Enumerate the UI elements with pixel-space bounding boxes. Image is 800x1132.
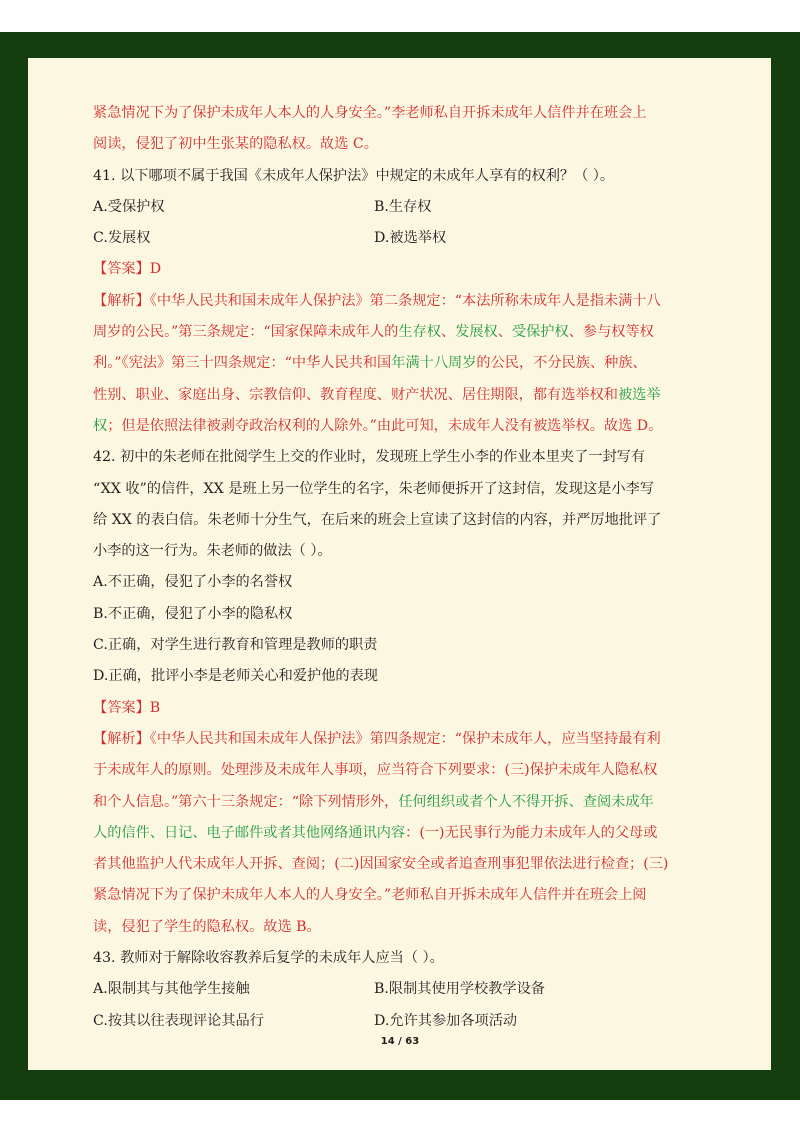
option-c: C.按其以往表现评论其品行 xyxy=(93,1012,264,1029)
question-43-options-row xyxy=(93,974,708,1005)
analysis-line: 于未成年人的原则。处理涉及未成年人事项，应当符合下列要求：(三)保护未成年人隐私权 xyxy=(93,762,658,779)
analysis-text: 和个人信息。”第六十三条规定：“除下列情形外， xyxy=(93,793,399,810)
question-42-stem-line: “XX 收”的信件，XX 是班上另一位学生的名字，朱老师便拆开了这封信，发现这是小李写 xyxy=(93,480,654,497)
question-41-stem: 41. 以下哪项不属于我国《未成年人保护法》中规定的未成年人享有的权利？（ ）。 xyxy=(93,167,615,184)
analysis-text: 、参与权等权 xyxy=(568,324,654,341)
highlight-text: 生存权 xyxy=(398,324,441,341)
analysis-line xyxy=(93,317,708,348)
analysis-text: 的公民，不分民族、种族、 xyxy=(476,355,647,372)
analysis-line xyxy=(93,348,708,379)
option-b: B.生存权 xyxy=(374,198,432,215)
analysis-text: 利。”《宪法》第三十四条规定：“中华人民共和国 xyxy=(93,355,392,372)
option-b: B.限制其使用学校教学设备 xyxy=(374,981,545,998)
analysis-text: 周岁的公民。”第三条规定：“国家保障未成年人的 xyxy=(93,324,399,341)
option-d: D.允许其参加各项活动 xyxy=(374,1012,518,1029)
analysis-text: 、 xyxy=(497,324,512,341)
analysis-line: 【解析】《中华人民共和国未成年人保护法》第二条规定：“本法所称未成年人是指未满十八 xyxy=(93,292,661,309)
question-41-options-row xyxy=(93,223,708,254)
analysis-text: ；但是依照法律被剥夺政治权利的人除外。”由此可知，未成年人没有被选举权。故选 D。 xyxy=(107,417,663,434)
analysis-line xyxy=(93,818,708,849)
option-b: B.不正确，侵犯了小李的隐私权 xyxy=(93,605,293,622)
analysis-line xyxy=(93,787,708,818)
analysis-line: 读，侵犯了学生的隐私权。故选 B。 xyxy=(93,918,321,935)
analysis-line xyxy=(93,380,708,411)
highlight-text: 受保护权 xyxy=(511,324,569,341)
highlight-text: 发展权 xyxy=(455,324,498,341)
highlight-text: 任何组织或者个人不得开拆、查阅未成年 xyxy=(398,793,654,810)
option-c: C.正确，对学生进行教育和管理是教师的职责 xyxy=(93,637,378,654)
highlight-text: 年满十八周岁 xyxy=(391,355,477,372)
option-d: D.正确，批评小李是老师关心和爱护他的表现 xyxy=(93,668,378,685)
highlight-text: 被选举 xyxy=(617,386,661,403)
option-a: A.限制其与其他学生接触 xyxy=(93,981,250,998)
analysis-line: 者其他监护人代未成年人开拆、查阅；(二)因国家安全或者追查刑事犯罪依法进行检查；(三) xyxy=(93,856,669,873)
analysis-text: 性别、职业、家庭出身、宗教信仰、教育程度、财产状况、居住期限，都有选举权和 xyxy=(93,386,618,403)
question-43-options-row xyxy=(93,1006,708,1037)
option-a: A.受保护权 xyxy=(93,198,165,215)
question-41-answer: 【答案】D xyxy=(93,261,162,278)
highlight-text: 权 xyxy=(93,417,108,434)
question-43-stem: 43. 教师对于解除收容教养后复学的未成年人应当（ ）。 xyxy=(93,950,444,967)
question-42-stem-line: 给 XX 的表白信。朱老师十分生气，在后来的班会上宣读了这封信的内容，并严厉地批评了 xyxy=(93,511,662,528)
analysis-line xyxy=(93,411,708,442)
page-number: 14 / 63 xyxy=(380,1036,420,1047)
option-d: D.被选举权 xyxy=(374,230,447,247)
question-42-stem-line: 小李的这一行为。朱老师的做法（ ）。 xyxy=(93,543,332,560)
page-content xyxy=(93,98,708,1037)
question-41-options-row xyxy=(93,192,708,223)
highlight-text: 人的信件、日记、电子邮件或者其他网络通讯内容 xyxy=(93,824,406,841)
question-42-stem-line: 42. 初中的朱老师在批阅学生上交的作业时，发现班上学生小李的作业本里夹了一封写有 xyxy=(93,449,646,466)
analysis-line: 紧急情况下为了保护未成年人本人的人身安全。”老师私自开拆未成年人信件并在班会上阅 xyxy=(93,887,647,904)
analysis-text: ：(一)无民事行为能力未成年人的父母或 xyxy=(405,824,658,841)
question-42-answer: 【答案】B xyxy=(93,699,161,716)
option-a: A.不正确，侵犯了小李的名誉权 xyxy=(93,574,293,591)
prev-explanation-line: 紧急情况下为了保护未成年人本人的人身安全。”李老师私自开拆未成年人信件并在班会上 xyxy=(93,105,647,121)
analysis-line: 【解析】《中华人民共和国未成年人保护法》第四条规定：“保护未成年人，应当坚持最有利 xyxy=(93,730,661,747)
option-c: C.发展权 xyxy=(93,230,151,247)
analysis-text: 、 xyxy=(440,324,456,341)
prev-explanation-line: 阅读，侵犯了初中生张某的隐私权。故选 C。 xyxy=(93,136,378,153)
